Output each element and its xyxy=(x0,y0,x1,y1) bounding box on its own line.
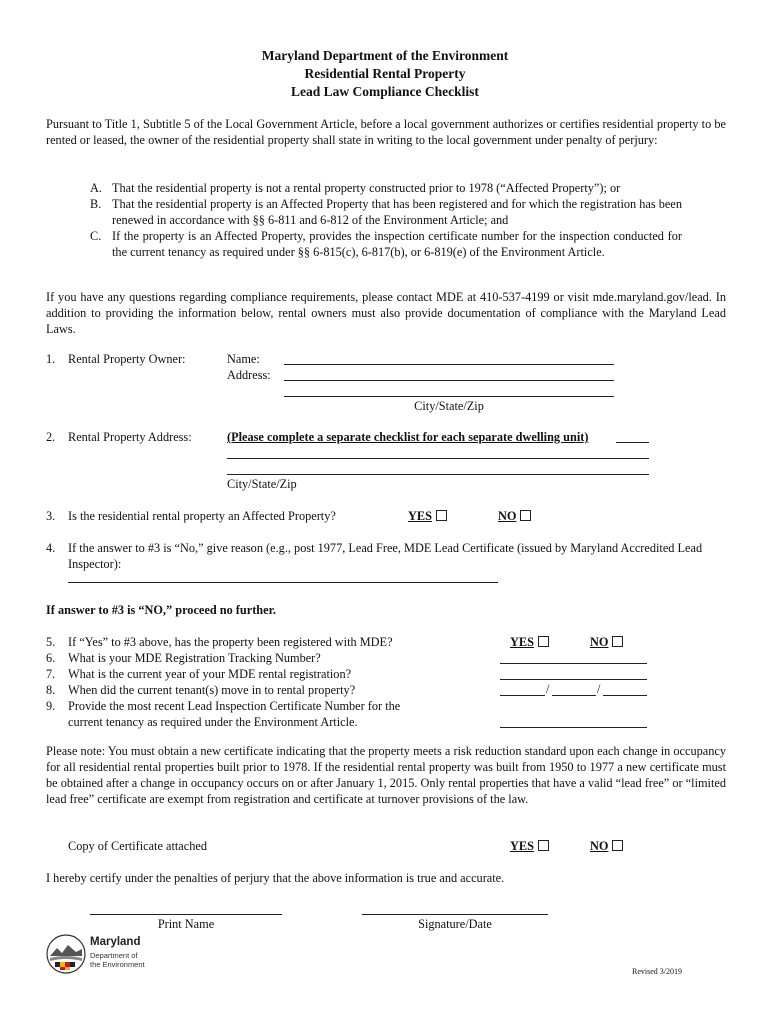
q6-number: 6. xyxy=(46,651,56,665)
q5-yes-option[interactable] xyxy=(510,634,549,650)
q5-no-label: NO xyxy=(590,635,609,649)
owner-city-state-zip-field[interactable] xyxy=(284,396,614,397)
intro-paragraph: Pursuant to Title 1, Subtitle 5 of the Local Government Article, before a local government authorizes or certifies residential property to be rented or leased, the owner of the residential property shall state in writing to the local government under penalty of perjury: xyxy=(46,117,726,147)
owner-address-field[interactable] xyxy=(284,380,614,381)
logo-sub-1: Department of xyxy=(90,951,138,960)
q3-no-option[interactable] xyxy=(498,508,531,524)
owner-name-field[interactable] xyxy=(284,364,614,365)
q4-reason-field[interactable] xyxy=(68,582,498,583)
move-in-year-field[interactable] xyxy=(603,695,647,696)
date-separator: / xyxy=(597,682,601,696)
copy-yes-option[interactable] xyxy=(510,838,549,854)
certify-statement: I hereby certify under the penalties of perjury that the above information is true and accurate. xyxy=(46,871,505,885)
q8-row xyxy=(46,682,355,698)
logo-name: Maryland xyxy=(90,936,141,948)
q1-number: 1. xyxy=(46,352,56,366)
condition-a xyxy=(90,180,682,196)
mde-seal-icon xyxy=(46,934,86,974)
q3-number: 3. xyxy=(46,509,56,523)
condition-letter: C. xyxy=(90,229,102,243)
copy-certificate-label: Copy of Certificate attached xyxy=(68,839,207,853)
q7-row xyxy=(46,666,351,682)
owner-name-label: Name: xyxy=(227,352,260,366)
q9-number: 9. xyxy=(46,699,56,713)
copy-no-label: NO xyxy=(590,839,609,853)
q9-text-2: current tenancy as required under the Environment Article. xyxy=(68,715,358,729)
condition-text: If the property is an Affected Property, provides the inspection certificate number for the inspection conducted for the current tenancy as required under §§ 6-815(c), 6-817(b), or 6-819(e) of the Environment Article. xyxy=(112,229,682,259)
header-title-1: Maryland Department of the Environment xyxy=(261,48,509,63)
q8-number: 8. xyxy=(46,683,56,697)
q1-label: Rental Property Owner: xyxy=(68,352,186,366)
lead-certificate-number-field[interactable] xyxy=(500,727,647,728)
condition-b xyxy=(90,196,682,228)
condition-text: That the residential property is not a rental property constructed prior to 1978 (“Affected Property”); or xyxy=(112,181,621,195)
q2-label: Rental Property Address: xyxy=(68,430,192,444)
q7-text: What is the current year of your MDE rental registration? xyxy=(68,667,352,681)
condition-letter: A. xyxy=(90,181,102,195)
stop-note: If answer to #3 is “NO,” proceed no further. xyxy=(46,603,276,617)
q9-row xyxy=(46,698,400,714)
move-in-day-field[interactable] xyxy=(552,695,596,696)
q8-text: When did the current tenant(s) move in to rental property? xyxy=(68,683,356,697)
mde-logo-emblem xyxy=(46,934,86,974)
condition-c xyxy=(90,228,682,260)
q5-text: If “Yes” to #3 above, has the property been registered with MDE? xyxy=(68,635,393,649)
q9-text-1: Provide the most recent Lead Inspection Certificate Number for the xyxy=(68,699,401,713)
q5-yes-checkbox[interactable] xyxy=(538,636,549,647)
signature-date-label: Signature/Date xyxy=(418,917,492,931)
q3-yes-option[interactable] xyxy=(408,508,447,524)
date-separator: / xyxy=(546,682,550,696)
q5-row xyxy=(46,634,393,650)
registration-year-field[interactable] xyxy=(500,679,647,680)
q5-yes-label: YES xyxy=(510,635,534,649)
q2-note: (Please complete a separate checklist for each separate dwelling unit) xyxy=(227,430,589,444)
q2-label-row xyxy=(46,429,192,445)
q4-row xyxy=(46,540,726,572)
logo-sub-2: the Environment xyxy=(90,960,145,969)
signature-date-field[interactable] xyxy=(362,914,548,915)
property-csz-label: City/State/Zip xyxy=(227,477,297,491)
copy-yes-checkbox[interactable] xyxy=(538,840,549,851)
q3-no-checkbox[interactable] xyxy=(520,510,531,521)
property-address-field[interactable] xyxy=(227,458,649,459)
property-address-field-2[interactable] xyxy=(227,474,649,475)
q3-yes-checkbox[interactable] xyxy=(436,510,447,521)
copy-yes-label: YES xyxy=(510,839,534,853)
condition-text: That the residential property is an Affected Property that has been registered and for which the registration has been renewed in accordance with §§ 6-811 and 6-812 of the Environment Article; and xyxy=(112,197,682,227)
header-title-3: Lead Law Compliance Checklist xyxy=(291,84,479,99)
q3-no-label: NO xyxy=(498,509,517,523)
q5-no-checkbox[interactable] xyxy=(612,636,623,647)
header-title-2: Residential Rental Property xyxy=(304,66,466,81)
q3-row xyxy=(46,508,336,524)
conditions-list xyxy=(90,180,682,260)
copy-no-option[interactable] xyxy=(590,838,623,854)
print-name-label: Print Name xyxy=(157,917,215,931)
move-in-month-field[interactable] xyxy=(500,695,545,696)
owner-csz-label: City/State/Zip xyxy=(414,399,484,413)
q4-text: If the answer to #3 is “No,” give reason (e.g., post 1977, Lead Free, MDE Lead Certificate (issued by Maryland Accredited Lead Inspector): xyxy=(68,541,703,571)
q6-row xyxy=(46,650,321,666)
q7-number: 7. xyxy=(46,667,56,681)
print-name-field[interactable] xyxy=(90,914,282,915)
q6-text: What is your MDE Registration Tracking Number? xyxy=(68,651,321,665)
owner-address-label: Address: xyxy=(227,368,271,382)
registration-tracking-field[interactable] xyxy=(500,663,647,664)
q2-number: 2. xyxy=(46,430,56,444)
q5-number: 5. xyxy=(46,635,56,649)
q4-number: 4. xyxy=(46,541,56,555)
revised-date: Revised 3/2019 xyxy=(632,967,682,976)
condition-letter: B. xyxy=(90,197,102,211)
q1-label-row xyxy=(46,351,185,367)
q2-note-underline xyxy=(616,442,649,443)
q3-yes-label: YES xyxy=(408,509,432,523)
copy-no-checkbox[interactable] xyxy=(612,840,623,851)
please-note-paragraph: Please note: You must obtain a new certificate indicating that the property meets a risk reduction standard upon each change in occupancy for all residential rental properties built prior to 1978. If the residential rental property was built from 1950 to 1977 a new certificate must be obtained after a change in occupancy occurs on or after January 1, 2015. Only rental properties that have a valid “lead free” or “limited lead free” certificate are exempt from registration and certificate at turnover provisions of the law. xyxy=(46,744,726,806)
contact-paragraph: If you have any questions regarding compliance requirements, please contact MDE at 410-537-4199 or visit mde.maryland.gov/lead. In addition to providing the information below, rental owners must also provide documentation of compliance with the Maryland Lead Laws. xyxy=(46,290,726,336)
q3-text: Is the residential rental property an Affected Property? xyxy=(68,509,336,523)
q5-no-option[interactable] xyxy=(590,634,623,650)
